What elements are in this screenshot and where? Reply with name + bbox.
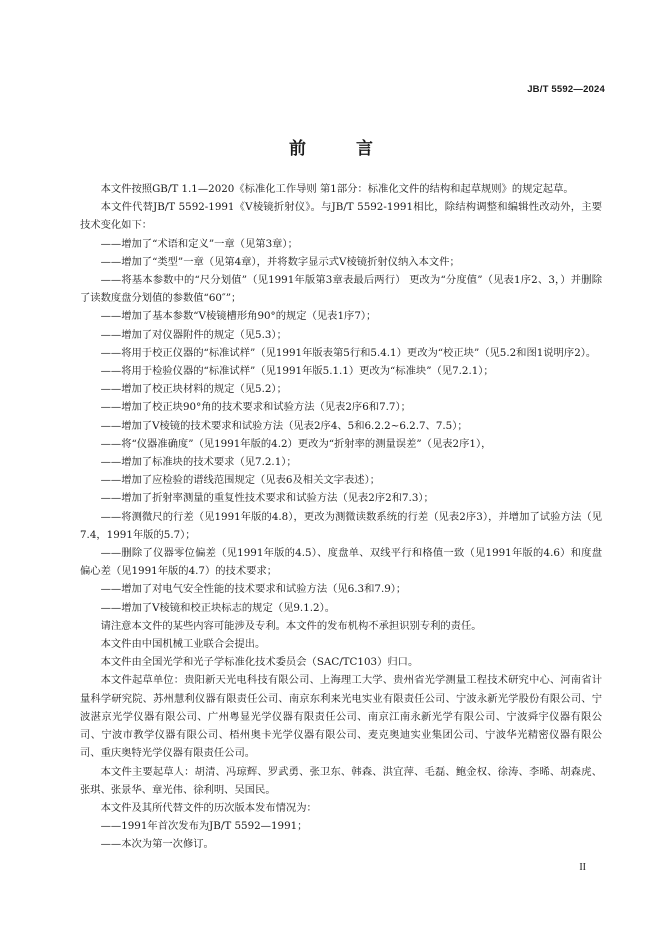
change-item: ——增加了“类型”一章（见第4章），并将数字显示式V棱镜折射仪纳入本文件； bbox=[100, 255, 460, 268]
change-item: ——增加了V棱镜和校正块标志的规定（见9.1.2）。 bbox=[100, 601, 336, 614]
standard-code: JB/T 5592—2024 bbox=[527, 84, 605, 95]
history-intro: 本文件及其所代替文件的历次版本发布情况为： bbox=[100, 801, 317, 814]
change-item: ——将“仪器准确度”（见1991年版的4.2）更改为“折射率的测量误差”（见表2序1）， bbox=[100, 437, 492, 450]
change-item: ——删除了仪器零位偏差（见1991年版的4.5）、度盘单、双线平行和格值一致（见1991年版的4.6）和度盘偏心差（见1991年版的4.7）的技术要求； bbox=[80, 547, 602, 578]
proposer-statement: 本文件由中国机械工业联合会提出。 bbox=[100, 638, 266, 651]
committee-statement: 本文件由全国光学和光子学标准化技术委员会（SAC/TC103）归口。 bbox=[100, 656, 419, 669]
change-item: ——增加了“术语和定义”一章（见第3章）； bbox=[100, 237, 298, 250]
intro-paragraph-replacement: 本文件代替JB/T 5592-1991《V棱镜折射仪》。与JB/T 5592-1991相比，除结构调整和编辑性改动外，主要技术变化如下： bbox=[80, 201, 602, 232]
change-item: ——增加了对电气安全性能的技术要求和试验方法（见6.3和7.9）； bbox=[100, 583, 407, 596]
change-item: ——将基本参数中的“尺分划值”（见1991年版第3章表最后两行） 更改为“分度值”（见表1序2、3，）并删除了读数度盘分划值的参数值“60″”； bbox=[80, 274, 602, 305]
change-item: ——增加了折射率测量的重复性技术要求和试验方法（见表2序2和7.3）； bbox=[100, 492, 434, 505]
change-item: ——将用于检验仪器的“标准试样”（见1991年版5.1.1）更改为“标准块”（见7.2.1）； bbox=[100, 365, 494, 378]
drafting-organizations: 本文件起草单位：贵阳新天光电科技有限公司、上海理工大学、贵州省光学测量工程技术研究中心、河南省计量科学研究院、苏州慧利仪器有限责任公司、南京东利来光电实业有限责任公司、宁波永新光学股份有限公司、宁波湛京光学仪器有限公司、广州粤显光学仪器有限责任公司、南京江南永新光学有限公司、宁波舜宇仪器有限公司、宁波市教学仪器有限公司、梧州奥卡光学仪器有限公司、麦克奥迪实业集团公司、宁波华光精密仪器有限公司、重庆奥特光学仪器有限责任公司。 bbox=[80, 674, 602, 760]
page-number: II bbox=[579, 862, 586, 873]
change-item: ——增加了对仪器附件的规定（见5.3）； bbox=[100, 328, 287, 341]
foreword-body bbox=[80, 180, 602, 854]
patent-notice: 请注意本文件的某些内容可能涉及专利。本文件的发布机构不承担识别专利的责任。 bbox=[100, 619, 482, 632]
change-item: ——增加了应检验的谱线范围规定（见表6及相关文字表述）； bbox=[100, 474, 381, 487]
intro-paragraph-drafting-rules: 本文件按照GB/T 1.1—2020《标准化工作导则 第1部分：标准化文件的结构和起草规则》的规定起草。 bbox=[100, 183, 574, 195]
change-item: ——将测微尺的行差（见1991年版的4.8），更改为测微读数系统的行差（见表2序3），并增加了试验方法（见7.4，1991年版的5.7）； bbox=[80, 510, 602, 541]
change-item: ——增加了基本参数“V棱镜槽形角90°的规定（见表1序7）； bbox=[100, 310, 377, 323]
change-item: ——增加了校正块材料的规定（见5.2）； bbox=[100, 383, 287, 396]
change-item: ——增加了V棱镜的技术要求和试验方法（见表2序4、5和6.2.2~6.2.7、7.5）； bbox=[100, 419, 468, 432]
drafters-list: 本文件主要起草人：胡清、冯琼辉、罗武勇、张卫东、韩森、洪宜萍、毛磊、鲍金权、徐涛、李晞、胡森虎、张琪、张景华、章光伟、徐利明、吴国民。 bbox=[80, 765, 602, 796]
history-item: ——1991年首次发布为JB/T 5592—1991； bbox=[100, 820, 308, 833]
change-item: ——将用于校正仪器的“标准试样”（见1991年版表第5行和5.4.1）更改为“校正块”（见5.2和图1说明序2）。 bbox=[100, 346, 597, 359]
change-item: ——增加了校正块90°角的技术要求和试验方法（见表2序6和7.7）； bbox=[100, 401, 411, 414]
history-item: ——本次为第一次修订。 bbox=[100, 838, 214, 851]
page-title: 前 言 bbox=[289, 139, 395, 159]
change-item: ——增加了标准块的技术要求（见7.2.1）； bbox=[100, 456, 297, 469]
